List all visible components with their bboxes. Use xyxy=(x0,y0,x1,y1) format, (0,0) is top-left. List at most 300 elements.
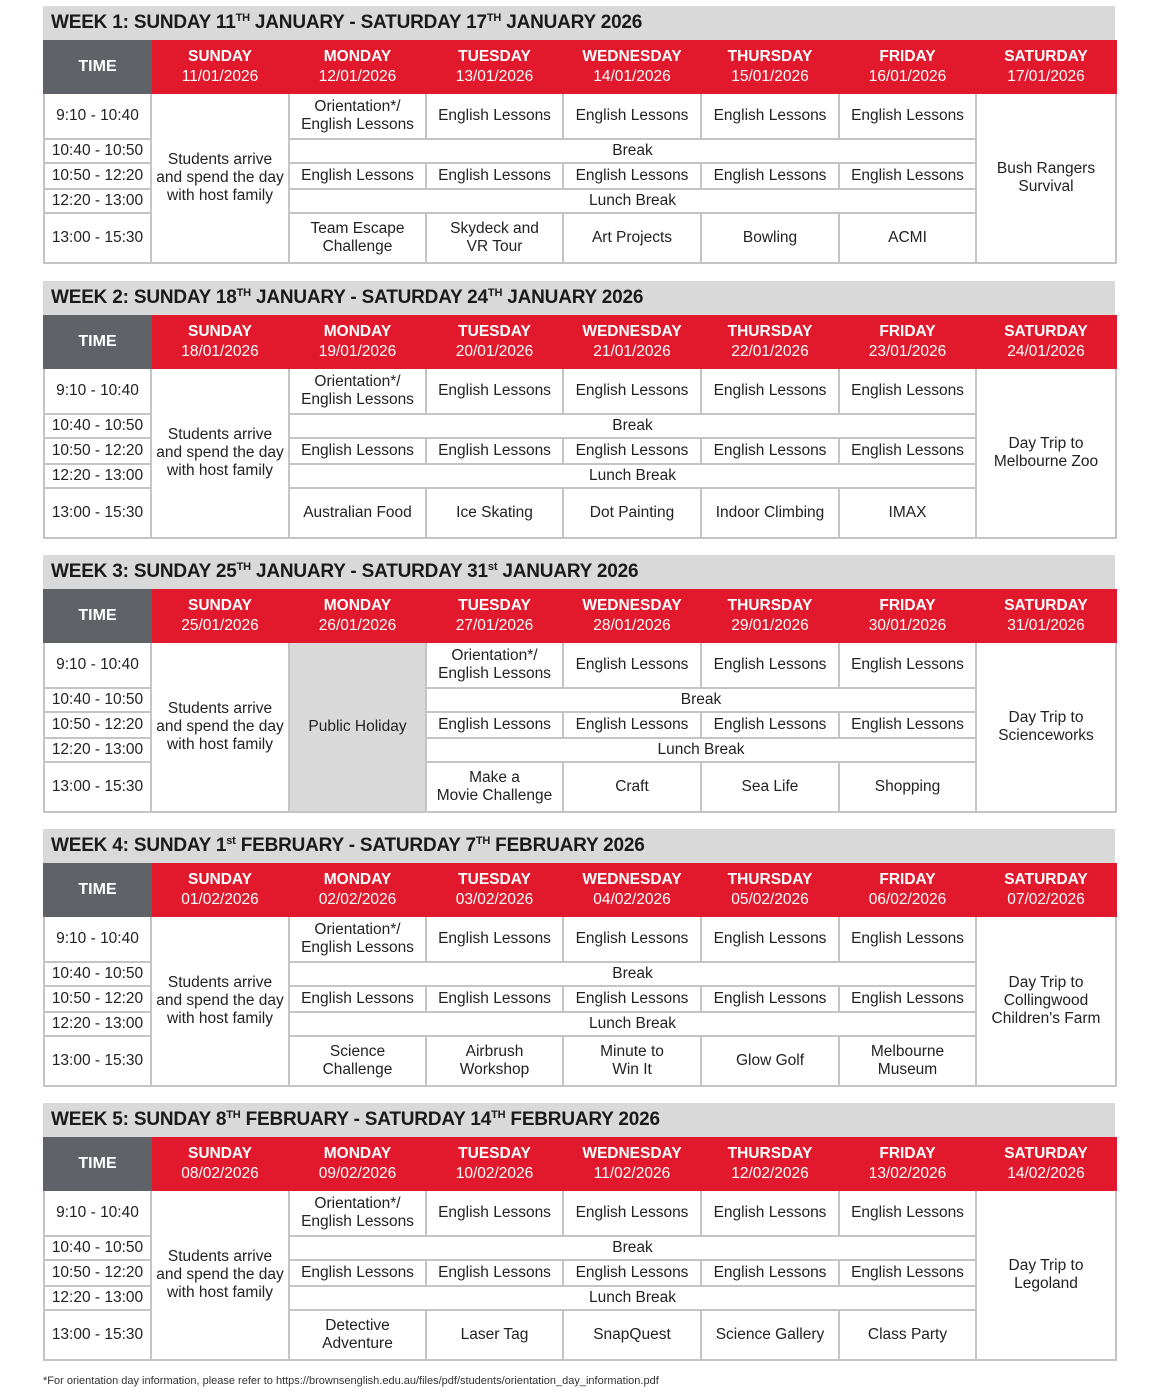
time-slot: 13:00 - 15:30 xyxy=(44,213,151,263)
cell-line: English Lessons xyxy=(713,107,827,124)
day-date: 22/01/2026 xyxy=(731,343,809,360)
cell-line: English Lessons xyxy=(575,382,689,399)
day-header-tuesday xyxy=(426,590,563,642)
day-name: SATURDAY xyxy=(1004,323,1088,340)
week-table xyxy=(43,1137,1117,1361)
day-header-wednesday xyxy=(563,41,701,93)
cell-line: Melbourne Zoo xyxy=(993,453,1099,470)
week-title-sup: st xyxy=(487,561,498,573)
week-1 xyxy=(43,6,1115,264)
cell-line: Bowling xyxy=(742,229,798,246)
cell-line: English Lessons xyxy=(301,116,414,133)
week-title-sup: TH xyxy=(236,287,251,299)
week-title-part: JANUARY - SATURDAY 17 xyxy=(249,12,487,33)
day-header-thursday xyxy=(701,41,839,93)
cell-line: Ice Skating xyxy=(456,504,533,521)
saturday-activity-cell xyxy=(976,93,1116,263)
week-title-part: WEEK 4: SUNDAY 1 xyxy=(51,835,227,856)
day-date: 27/01/2026 xyxy=(455,617,534,634)
day-header-tuesday xyxy=(426,864,563,916)
day-header-friday xyxy=(839,590,976,642)
cell-line: Craft xyxy=(615,778,649,795)
midday-lesson: English Lessons xyxy=(701,438,839,464)
time-header: TIME xyxy=(44,41,151,93)
day-date: 26/01/2026 xyxy=(318,617,397,634)
time-slot: 10:50 - 12:20 xyxy=(44,712,151,738)
time-slot: 9:10 - 10:40 xyxy=(44,93,151,139)
lunch-break-row: Lunch Break xyxy=(289,1012,976,1036)
cell-line: English Lessons xyxy=(438,930,551,947)
time-slot: 9:10 - 10:40 xyxy=(44,1190,151,1236)
time-slot: 10:50 - 12:20 xyxy=(44,1260,151,1286)
afternoon-activity xyxy=(426,762,563,812)
week-title xyxy=(43,1103,1115,1137)
day-name: THURSDAY xyxy=(727,597,813,614)
afternoon-activity xyxy=(426,488,563,538)
lunch-break-row: Lunch Break xyxy=(289,1286,976,1310)
day-name: WEDNESDAY xyxy=(582,871,682,888)
afternoon-activity xyxy=(563,762,701,812)
day-name: MONDAY xyxy=(323,48,392,65)
day-date: 12/02/2026 xyxy=(731,1165,809,1182)
cell-line: Make a xyxy=(469,769,520,786)
week-3 xyxy=(43,555,1115,813)
day-header-wednesday xyxy=(563,864,701,916)
time-header: TIME xyxy=(44,316,151,368)
cell-line: Science xyxy=(329,1043,386,1060)
day-header-friday xyxy=(839,1138,976,1190)
day-date: 21/01/2026 xyxy=(593,343,671,360)
week-5 xyxy=(43,1103,1115,1361)
day-header-friday xyxy=(839,41,976,93)
day-header-sunday xyxy=(151,1138,289,1190)
day-date: 04/02/2026 xyxy=(593,891,671,908)
morning-lesson xyxy=(289,916,426,962)
lunch-break-row: Lunch Break xyxy=(426,738,976,762)
cell-line: and spend the day xyxy=(156,444,284,461)
week-title-part: JANUARY 2026 xyxy=(497,561,639,582)
day-date: 20/01/2026 xyxy=(455,343,534,360)
cell-line: English Lessons xyxy=(851,382,964,399)
cell-line: Science Gallery xyxy=(715,1326,825,1343)
cell-line: Scienceworks xyxy=(998,727,1094,744)
saturday-activity-cell xyxy=(976,642,1116,812)
cell-line: Day Trip to xyxy=(1008,1257,1084,1274)
cell-line: Sea Life xyxy=(741,778,799,795)
cell-line: English Lessons xyxy=(575,930,689,947)
day-name: SATURDAY xyxy=(1004,597,1088,614)
time-header: TIME xyxy=(44,590,151,642)
lunch-break-row: Lunch Break xyxy=(289,464,976,488)
midday-lesson: English Lessons xyxy=(563,438,701,464)
cell-line: Students arrive xyxy=(167,1248,273,1265)
time-slot: 10:50 - 12:20 xyxy=(44,438,151,464)
week-title-part: WEEK 3: SUNDAY 25 xyxy=(51,561,237,582)
week-title-sup: TH xyxy=(235,12,250,24)
morning-lesson xyxy=(563,642,701,688)
cell-line: Collingwood xyxy=(1003,992,1089,1009)
day-name: THURSDAY xyxy=(727,48,813,65)
day-header-thursday xyxy=(701,590,839,642)
week-title xyxy=(43,555,1115,589)
day-date: 31/01/2026 xyxy=(1007,617,1085,634)
cell-line: IMAX xyxy=(888,504,927,521)
midday-lesson: English Lessons xyxy=(839,986,976,1012)
saturday-activity-cell xyxy=(976,368,1116,538)
morning-lesson xyxy=(426,916,563,962)
midday-lesson: English Lessons xyxy=(426,712,563,738)
morning-lesson xyxy=(839,368,976,414)
day-name: MONDAY xyxy=(323,1145,392,1162)
cell-line: and spend the day xyxy=(156,1266,284,1283)
day-header-saturday xyxy=(976,1138,1116,1190)
day-date: 01/02/2026 xyxy=(181,891,259,908)
cell-line: English Lessons xyxy=(301,939,414,956)
cell-line: Glow Golf xyxy=(735,1052,805,1069)
day-name: SUNDAY xyxy=(187,1145,253,1162)
morning-lesson xyxy=(701,916,839,962)
day-date: 13/02/2026 xyxy=(868,1165,947,1182)
day-name: TUESDAY xyxy=(458,597,531,614)
cell-line: Challenge xyxy=(322,1061,393,1078)
cell-line: Bush Rangers xyxy=(996,160,1096,177)
day-header-saturday xyxy=(976,590,1116,642)
day-header-monday xyxy=(289,590,426,642)
time-header: TIME xyxy=(44,864,151,916)
time-slot: 10:50 - 12:20 xyxy=(44,986,151,1012)
week-title-part: JANUARY 2026 xyxy=(502,287,644,308)
morning-lesson xyxy=(426,1190,563,1236)
midday-lesson: English Lessons xyxy=(563,986,701,1012)
day-header-tuesday xyxy=(426,41,563,93)
day-name: WEDNESDAY xyxy=(582,48,682,65)
cell-line: Indoor Climbing xyxy=(715,504,825,521)
time-slot: 12:20 - 13:00 xyxy=(44,1012,151,1036)
week-table xyxy=(43,40,1117,264)
afternoon-activity xyxy=(289,488,426,538)
time-slot: 12:20 - 13:00 xyxy=(44,464,151,488)
afternoon-activity xyxy=(563,213,701,263)
day-name: THURSDAY xyxy=(727,1145,813,1162)
time-slot: 10:40 - 10:50 xyxy=(44,1236,151,1260)
cell-line: Students arrive xyxy=(167,151,273,168)
week-title-part: FEBRUARY 2026 xyxy=(490,835,645,856)
midday-lesson: English Lessons xyxy=(563,712,701,738)
cell-line: English Lessons xyxy=(575,107,689,124)
day-date: 25/01/2026 xyxy=(181,617,259,634)
time-slot: 9:10 - 10:40 xyxy=(44,916,151,962)
afternoon-activity xyxy=(839,1310,976,1360)
cell-line: Team Escape xyxy=(310,220,405,237)
break-row: Break xyxy=(289,962,976,986)
week-2 xyxy=(43,281,1115,539)
cell-line: Orientation*/ xyxy=(314,98,401,115)
midday-lesson: English Lessons xyxy=(839,438,976,464)
morning-lesson xyxy=(839,642,976,688)
day-header-sunday xyxy=(151,41,289,93)
day-name: FRIDAY xyxy=(879,48,936,65)
cell-line: Skydeck and xyxy=(450,220,539,237)
cell-line: Orientation*/ xyxy=(451,647,538,664)
day-date: 09/02/2026 xyxy=(318,1165,397,1182)
morning-lesson xyxy=(426,93,563,139)
time-slot: 13:00 - 15:30 xyxy=(44,1036,151,1086)
midday-lesson: English Lessons xyxy=(426,163,563,189)
week-title-part: FEBRUARY - SATURDAY 7 xyxy=(235,835,476,856)
time-slot: 12:20 - 13:00 xyxy=(44,738,151,762)
cell-line: English Lessons xyxy=(575,656,689,673)
cell-line: Workshop xyxy=(459,1061,530,1078)
cell-line: ACMI xyxy=(888,229,927,246)
morning-lesson xyxy=(289,1190,426,1236)
day-header-tuesday xyxy=(426,316,563,368)
cell-line: English Lessons xyxy=(851,1204,964,1221)
day-date: 16/01/2026 xyxy=(868,68,947,85)
cell-line: Legoland xyxy=(1014,1275,1078,1292)
cell-line: Museum xyxy=(877,1061,938,1078)
midday-lesson: English Lessons xyxy=(563,1260,701,1286)
day-date: 11/01/2026 xyxy=(181,68,259,85)
day-header-friday xyxy=(839,316,976,368)
cell-line: Challenge xyxy=(322,238,393,255)
cell-line: Day Trip to xyxy=(1008,974,1084,991)
cell-line: with host family xyxy=(167,187,273,204)
saturday-activity-cell xyxy=(976,916,1116,1086)
midday-lesson: English Lessons xyxy=(701,1260,839,1286)
cell-line: Children's Farm xyxy=(991,1010,1101,1027)
day-name: THURSDAY xyxy=(727,871,813,888)
cell-line: Detective xyxy=(325,1317,390,1334)
time-slot: 10:40 - 10:50 xyxy=(44,414,151,438)
afternoon-activity xyxy=(701,488,839,538)
day-date: 05/02/2026 xyxy=(731,891,809,908)
day-name: THURSDAY xyxy=(727,323,813,340)
day-name: FRIDAY xyxy=(879,323,936,340)
midday-lesson: English Lessons xyxy=(839,712,976,738)
day-header-sunday xyxy=(151,316,289,368)
morning-lesson xyxy=(839,93,976,139)
cell-line: English Lessons xyxy=(713,656,827,673)
cell-line: English Lessons xyxy=(438,382,551,399)
day-name: SATURDAY xyxy=(1004,871,1088,888)
week-table xyxy=(43,589,1117,813)
afternoon-activity xyxy=(426,1036,563,1086)
day-name: TUESDAY xyxy=(458,48,531,65)
day-name: SATURDAY xyxy=(1004,1145,1088,1162)
cell-line: English Lessons xyxy=(301,391,414,408)
time-slot: 9:10 - 10:40 xyxy=(44,368,151,414)
morning-lesson xyxy=(701,368,839,414)
break-row: Break xyxy=(426,688,976,712)
time-slot: 10:50 - 12:20 xyxy=(44,163,151,189)
midday-lesson: English Lessons xyxy=(701,163,839,189)
cell-line: Day Trip to xyxy=(1008,709,1084,726)
morning-lesson xyxy=(426,642,563,688)
week-title xyxy=(43,6,1115,40)
day-name: WEDNESDAY xyxy=(582,323,682,340)
afternoon-activity xyxy=(289,1310,426,1360)
cell-line: Orientation*/ xyxy=(314,921,401,938)
day-header-sunday xyxy=(151,590,289,642)
cell-line: Movie Challenge xyxy=(436,787,553,804)
day-date: 13/01/2026 xyxy=(455,68,534,85)
afternoon-activity xyxy=(701,1310,839,1360)
cell-line: Day Trip to xyxy=(1008,435,1084,452)
cell-line: English Lessons xyxy=(301,1213,414,1230)
week-table xyxy=(43,863,1117,1087)
day-date: 12/01/2026 xyxy=(318,68,397,85)
afternoon-activity xyxy=(839,488,976,538)
day-date: 11/02/2026 xyxy=(593,1165,671,1182)
week-4 xyxy=(43,829,1115,1087)
cell-line: and spend the day xyxy=(156,718,284,735)
time-slot: 12:20 - 13:00 xyxy=(44,189,151,213)
afternoon-activity xyxy=(701,762,839,812)
day-date: 24/01/2026 xyxy=(1007,343,1085,360)
sunday-arrival-cell xyxy=(151,368,289,538)
public-holiday-cell: Public Holiday xyxy=(289,642,426,812)
day-date: 28/01/2026 xyxy=(593,617,671,634)
cell-line: SnapQuest xyxy=(593,1326,671,1343)
day-date: 18/01/2026 xyxy=(181,343,259,360)
day-name: FRIDAY xyxy=(879,1145,936,1162)
cell-line: English Lessons xyxy=(575,1204,689,1221)
cell-line: Minute to xyxy=(600,1043,664,1060)
midday-lesson: English Lessons xyxy=(289,1260,426,1286)
sunday-arrival-cell xyxy=(151,93,289,263)
time-header: TIME xyxy=(44,1138,151,1190)
day-name: MONDAY xyxy=(323,871,392,888)
morning-lesson xyxy=(701,1190,839,1236)
sunday-arrival-cell xyxy=(151,916,289,1086)
day-date: 02/02/2026 xyxy=(318,891,397,908)
day-date: 19/01/2026 xyxy=(318,343,397,360)
week-title-part: FEBRUARY 2026 xyxy=(505,1109,660,1130)
day-name: MONDAY xyxy=(323,323,392,340)
cell-line: Class Party xyxy=(867,1326,948,1343)
day-header-tuesday xyxy=(426,1138,563,1190)
cell-line: Shopping xyxy=(874,778,941,795)
cell-line: Orientation*/ xyxy=(314,373,401,390)
time-slot: 9:10 - 10:40 xyxy=(44,642,151,688)
week-title-part: WEEK 1: SUNDAY 11 xyxy=(51,12,236,33)
afternoon-activity xyxy=(839,213,976,263)
time-slot: 13:00 - 15:30 xyxy=(44,488,151,538)
week-title-sup: TH xyxy=(475,835,491,847)
day-name: SUNDAY xyxy=(187,597,253,614)
day-name: FRIDAY xyxy=(879,871,936,888)
day-date: 07/02/2026 xyxy=(1007,891,1085,908)
morning-lesson xyxy=(563,916,701,962)
morning-lesson xyxy=(289,93,426,139)
cell-line: Art Projects xyxy=(591,229,673,246)
afternoon-activity xyxy=(839,762,976,812)
afternoon-activity xyxy=(563,488,701,538)
day-header-wednesday xyxy=(563,590,701,642)
week-title-sup: TH xyxy=(226,1109,241,1121)
sunday-arrival-cell xyxy=(151,642,289,812)
time-slot: 10:40 - 10:50 xyxy=(44,688,151,712)
morning-lesson xyxy=(426,368,563,414)
day-name: MONDAY xyxy=(323,597,392,614)
cell-line: Survival xyxy=(1018,178,1074,195)
time-slot: 12:20 - 13:00 xyxy=(44,1286,151,1310)
footnote: *For orientation day information, please refer to https://brownsenglish.edu.au/files/pdf/students/orientation_day_information.pdf xyxy=(43,1375,659,1387)
cell-line: Students arrive xyxy=(167,974,273,991)
afternoon-activity xyxy=(426,213,563,263)
midday-lesson: English Lessons xyxy=(839,1260,976,1286)
day-date: 08/02/2026 xyxy=(181,1165,259,1182)
week-title-part: JANUARY 2026 xyxy=(501,12,643,33)
day-date: 17/01/2026 xyxy=(1007,68,1085,85)
day-header-saturday xyxy=(976,864,1116,916)
week-table xyxy=(43,315,1117,539)
cell-line: English Lessons xyxy=(438,107,551,124)
cell-line: with host family xyxy=(167,1284,273,1301)
day-date: 10/02/2026 xyxy=(455,1165,534,1182)
afternoon-activity xyxy=(563,1310,701,1360)
time-slot: 10:40 - 10:50 xyxy=(44,139,151,163)
cell-line: with host family xyxy=(167,462,273,479)
week-title-sup: TH xyxy=(236,561,251,573)
break-row: Break xyxy=(289,1236,976,1260)
afternoon-activity xyxy=(563,1036,701,1086)
cell-line: English Lessons xyxy=(851,656,964,673)
midday-lesson: English Lessons xyxy=(839,163,976,189)
day-header-saturday xyxy=(976,41,1116,93)
morning-lesson xyxy=(839,916,976,962)
day-date: 14/01/2026 xyxy=(593,68,671,85)
day-date: 14/02/2026 xyxy=(1007,1165,1085,1182)
cell-line: Students arrive xyxy=(167,700,273,717)
cell-line: Win It xyxy=(612,1061,652,1078)
day-name: TUESDAY xyxy=(458,871,531,888)
week-title-part: JANUARY - SATURDAY 24 xyxy=(250,287,488,308)
day-header-friday xyxy=(839,864,976,916)
morning-lesson xyxy=(839,1190,976,1236)
day-name: SATURDAY xyxy=(1004,48,1088,65)
midday-lesson: English Lessons xyxy=(426,438,563,464)
week-title-sup: TH xyxy=(487,287,503,299)
cell-line: with host family xyxy=(167,1010,273,1027)
day-date: 29/01/2026 xyxy=(731,617,809,634)
cell-line: Adventure xyxy=(322,1335,393,1352)
day-header-wednesday xyxy=(563,1138,701,1190)
morning-lesson xyxy=(563,93,701,139)
cell-line: English Lessons xyxy=(713,1204,827,1221)
day-name: SUNDAY xyxy=(187,48,253,65)
cell-line: Australian Food xyxy=(303,504,412,521)
week-title-sup: TH xyxy=(486,12,502,24)
cell-line: Dot Painting xyxy=(589,504,675,521)
day-header-thursday xyxy=(701,864,839,916)
cell-line: Orientation*/ xyxy=(314,1195,401,1212)
saturday-activity-cell xyxy=(976,1190,1116,1360)
week-title-part: JANUARY - SATURDAY 31 xyxy=(250,561,488,582)
day-header-thursday xyxy=(701,316,839,368)
lunch-break-row: Lunch Break xyxy=(289,189,976,213)
afternoon-activity xyxy=(426,1310,563,1360)
day-name: SUNDAY xyxy=(187,871,253,888)
day-header-monday xyxy=(289,41,426,93)
week-title-part: WEEK 5: SUNDAY 8 xyxy=(51,1109,227,1130)
midday-lesson: English Lessons xyxy=(426,1260,563,1286)
day-name: TUESDAY xyxy=(458,1145,531,1162)
cell-line: VR Tour xyxy=(466,238,523,255)
afternoon-activity xyxy=(839,1036,976,1086)
day-name: SUNDAY xyxy=(187,323,253,340)
day-header-sunday xyxy=(151,864,289,916)
